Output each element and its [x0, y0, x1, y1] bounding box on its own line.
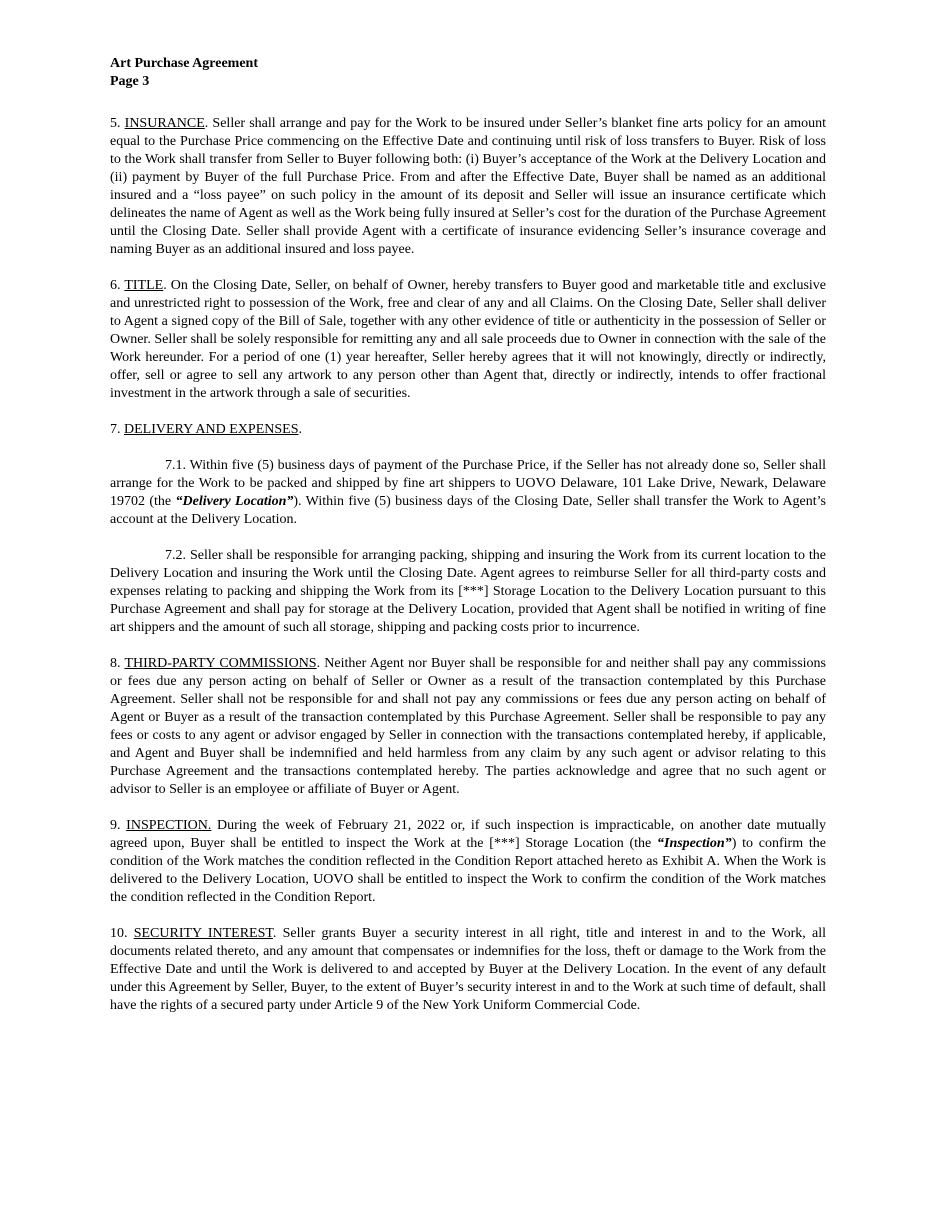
section-9-number: 9.	[110, 818, 127, 833]
section-9-text-end: ) to confirm the condition of the Work matches the condition reflected in the Condition Report attached hereto as Exhibit A. When the Work is delivered to the Delivery Location, UOVO shall be entitled to inspect the Work to confirm the condition of the Work matches the condition reflected in the Condition Report.	[110, 836, 826, 905]
section-10-body: . Seller grants Buyer a security interest in all right, title and interest in and to the Work, all documents related thereto, and any amount that compensates or indemnifies for the loss, theft or damage to the Work from the Effective Date and until the Work is delivered to and accepted by Buyer at the Delivery Location. In the event of any default under this Agreement by Seller, Buyer, to the extent of Buyer’s security interest in and to the Work at such time of default, shall have the rights of a secured party under Article 9 of the New York Uniform Commercial Code.	[110, 926, 826, 1013]
section-6-number: 6.	[110, 278, 125, 293]
section-7-heading-period: .	[298, 422, 302, 437]
section-6-heading: TITLE	[124, 278, 164, 293]
section-8-number: 8.	[110, 656, 125, 671]
section-9-text-start: During the week of February 21, 2022 or, if such inspection is impracticable, on another date mutually agreed upon, Buyer shall be entitled to inspect the Work at the [***] Storage Location (the	[110, 818, 827, 851]
section-8-heading: THIRD-PARTY COMMISSIONS	[124, 656, 317, 671]
section-9-heading: INSPECTION.	[126, 818, 212, 833]
section-7-2-paragraph	[110, 547, 826, 637]
section-6-body: . On the Closing Date, Seller, on behalf of Owner, hereby transfers to Buyer good and marketable title and exclusive and unrestricted right to possession of the Work, free and clear of any and all Claims. On the Closing Date, Seller shall deliver to Agent a signed copy of the Bill of Sale, together with any other evidence of title or authenticity in the possession of Seller or Owner. Seller shall be solely responsible for remitting any and all sale proceeds due to Owner in connection with the sale of the Work hereunder. For a period of one (1) year hereafter, Seller hereby agrees that it will not knowingly, directly or indirectly, offer, sell or agree to sell any artwork to any person other than Agent that, directly or indirectly, intends to offer fractional investment in the artwork through a sale of securities.	[110, 278, 826, 401]
section-6-title	[110, 277, 826, 403]
section-5-heading: INSURANCE	[124, 116, 205, 131]
section-7-heading: DELIVERY AND EXPENSES	[124, 422, 299, 437]
page-number: Page 3	[110, 74, 150, 89]
section-10-security-interest	[110, 925, 826, 1015]
section-5-insurance	[110, 115, 826, 259]
section-7-number: 7.	[110, 422, 124, 437]
document-title: Art Purchase Agreement	[110, 56, 258, 71]
section-7-1-text-start: 7.1. Within five (5) business days of payment of the Purchase Price, if the Seller has not already done so, Seller shall arrange for the Work to be packed and shipped by fine art shippers to UOVO Delaware, 101 Lake Drive, Newark, Delaware 19702 (the	[110, 458, 826, 509]
section-7-2-text: 7.2. Seller shall be responsible for arranging packing, shipping and insuring the Work from its current location to the Delivery Location and insuring the Work until the Closing Date. Agent agrees to reimburse Seller for all third-party costs and expenses relating to packing and shipping the Work from its [***] Storage Location to the Delivery Location pursuant to this Purchase Agreement and shall pay for storage at the Delivery Location, provided that Agent shall be notified in writing of fine art shippers and the amount of such all storage, shipping and packing costs prior to incurrence.	[110, 548, 826, 635]
section-10-number: 10.	[110, 926, 134, 941]
section-9-inspection	[110, 817, 826, 907]
section-5-body: . Seller shall arrange and pay for the Work to be insured under Seller’s blanket fine arts policy for an amount equal to the Purchase Price commencing on the Effective Date and continuing until risk of loss transfers to Buyer. Risk of loss to the Work shall transfer from Seller to Buyer following both: (i) Buyer’s acceptance of the Work at the Delivery Location and (ii) payment by Buyer of the full Purchase Price. From and after the Effective Date, Buyer shall be named as an additional insured and a “loss payee” on such policy in the amount of its deposit and Seller will issue an insurance certificate which delineates the name of Agent as well as the Work being fully insured at Seller’s cost for the duration of the Purchase Agreement until the Closing Date. Seller shall provide Agent with a certificate of insurance evidencing Seller’s insurance coverage and naming Buyer as an additional insured and loss payee.	[110, 116, 827, 257]
section-5-number: 5.	[110, 116, 125, 131]
inspection-term: “Inspection”	[657, 836, 732, 851]
section-8-commissions	[110, 655, 826, 799]
section-10-heading: SECURITY INTEREST	[133, 926, 273, 941]
section-7-1-text-end: ). Within five (5) business days of the Closing Date, Seller shall transfer the Work to Agent’s account at the Delivery Location.	[110, 494, 826, 527]
delivery-location-term: “Delivery Location”	[175, 494, 294, 509]
section-7-delivery-heading	[110, 421, 826, 439]
section-7-1-paragraph	[110, 457, 826, 529]
section-8-body: . Neither Agent nor Buyer shall be responsible for and neither shall pay any commissions or fees due any person acting on behalf of Seller or Owner as a result of the transaction contemplated by this Purchase Agreement. Seller shall not be responsible for and shall not pay any commissions or fees due any person acting on behalf of Agent or Buyer as a result of the transaction contemplated by this Purchase Agreement. Seller shall be responsible to pay any fees or costs to any agent or advisor engaged by Seller in connection with the transactions contemplated hereby, if applicable, and Agent and Buyer shall be indemnified and held harmless from any claim by any such agent or advisor relating to this Purchase Agreement and the transactions contemplated hereby. The parties acknowledge and agree that no such agent or advisor to Seller is an employee or affiliate of Buyer or Agent.	[110, 656, 826, 797]
document-header	[110, 55, 826, 91]
